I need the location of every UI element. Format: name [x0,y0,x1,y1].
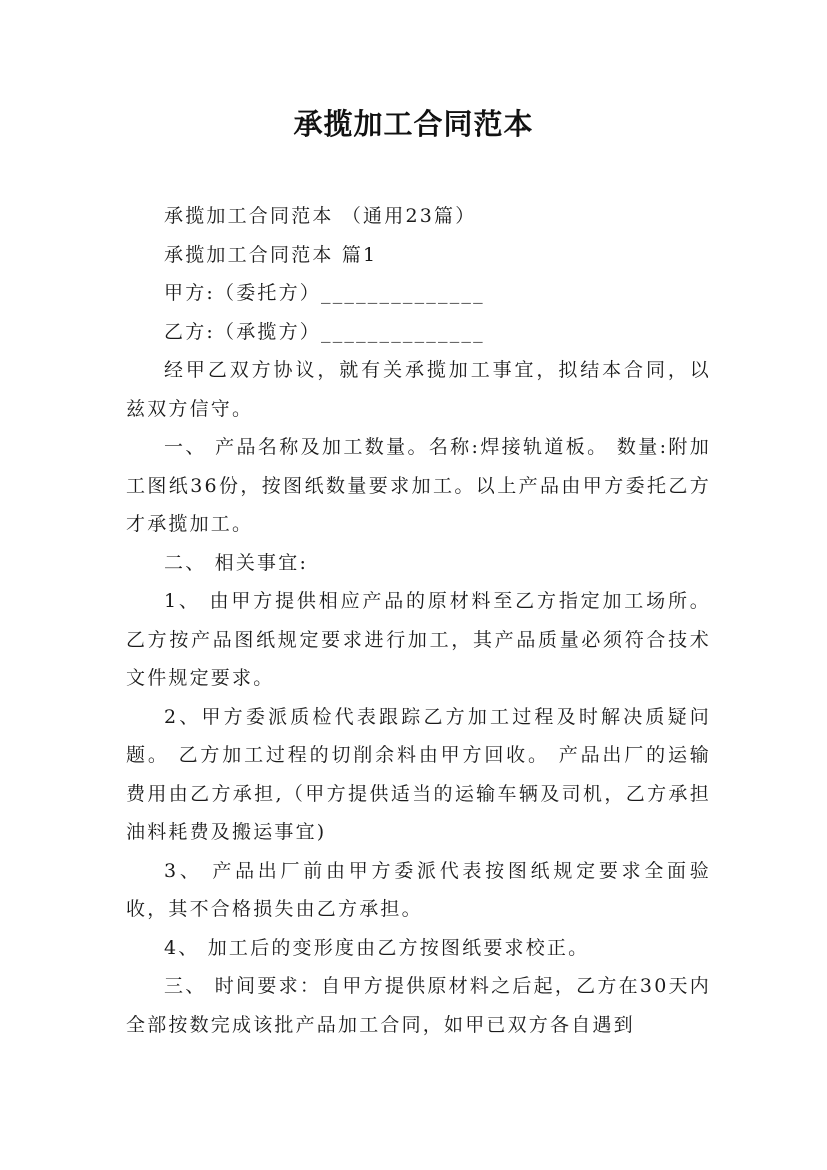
paragraph-item-2: 2、甲方委派质检代表跟踪乙方加工过程及时解决质疑问题。 乙方加工过程的切削余料由甲方回收。 产品出厂的运输费用由乙方承担,（甲方提供适当的运输车辆及司机，乙方承担油料耗费及搬运事宜) [126,705,711,843]
paragraph-party-b: 乙方:（承揽方）______________ [164,320,485,343]
paragraph-item-4: 4、 加工后的变形度由乙方按图纸要求校正。 [164,936,590,959]
paragraph-subtitle: 承揽加工合同范本 （通用23篇） [164,205,477,227]
paragraph-item-3: 3、 产品出厂前由甲方委派代表按图纸规定要求全面验收，其不合格损失由乙方承担。 [126,859,711,920]
paragraph-clause-2-heading: 二、 相关事宜: [164,551,309,574]
paragraph-clause-1: 一、 产品名称及加工数量。名称:焊接轨道板。 数量:附加工图纸36份，按图纸数量要求加工。以上产品由甲方委托乙方才承揽加工。 [126,436,711,535]
paragraph-section-heading: 承揽加工合同范本 篇1 [164,243,378,266]
paragraph-item-1: 1、 由甲方提供相应产品的原材料至乙方指定加工场所。 乙方按产品图纸规定要求进行加工，其产品质量必须符合技术文件规定要求。 [126,590,711,689]
paragraph-party-a: 甲方:（委托方）______________ [164,282,485,304]
paragraph-clause-3: 三、 时间要求：自甲方提供原材料之后起，乙方在30天内全部按数完成该批产品加工合同，如甲已双方各自遇到 [126,975,711,1036]
document-body [126,197,711,1044]
document-title: 承揽加工合同范本 [293,107,534,141]
paragraph-agreement-intro: 经甲乙双方协议，就有关承揽加工事宜，拟结本合同，以兹双方信守。 [126,359,711,420]
